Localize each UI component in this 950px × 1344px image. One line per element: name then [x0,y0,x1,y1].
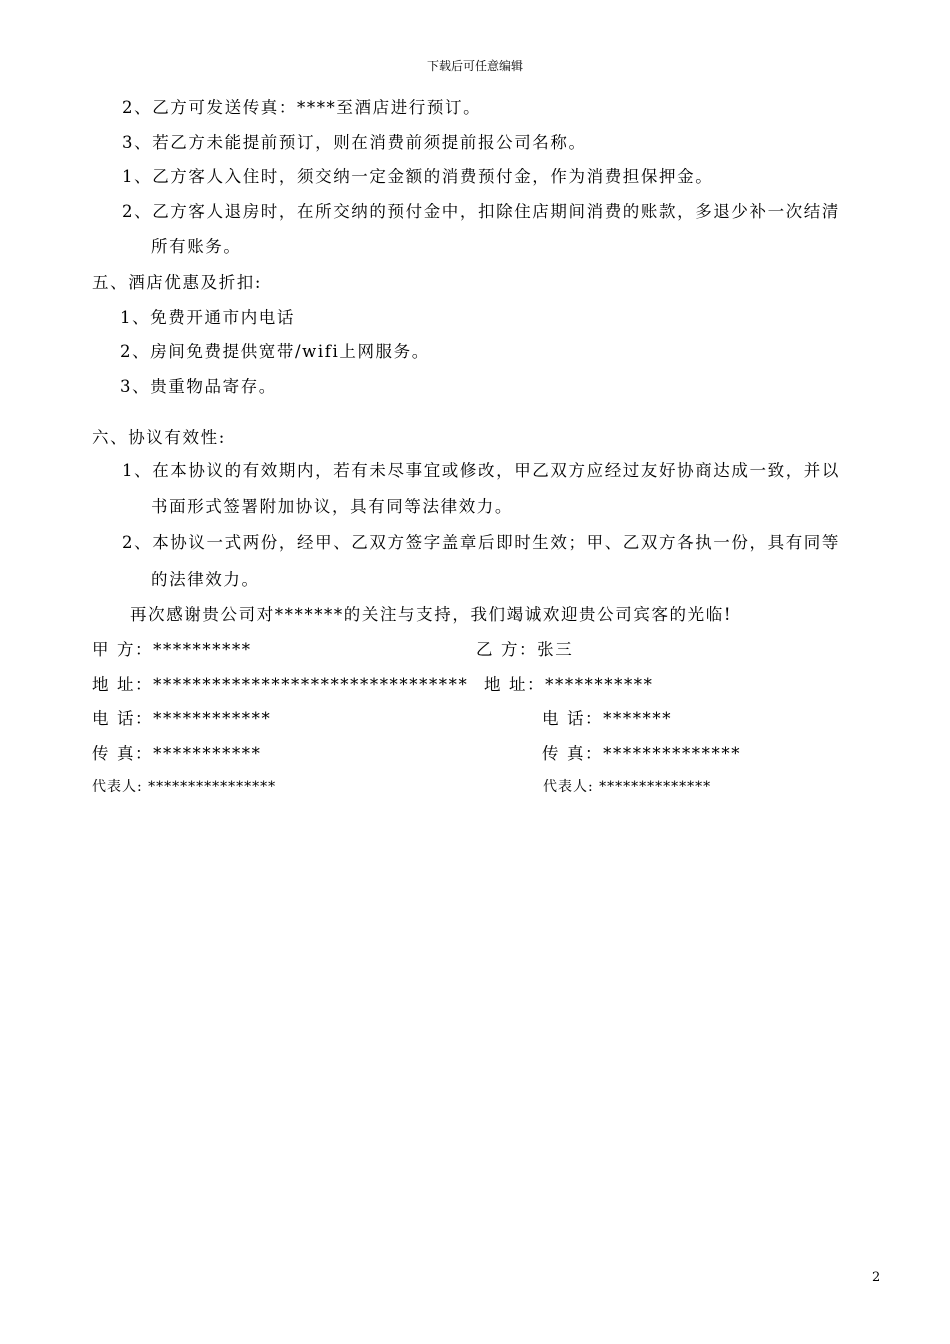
thanks-line: 再次感谢贵公司对*******的关注与支持，我们竭诚欢迎贵公司宾客的光临! [130,605,733,624]
section5-item-3: 3、贵重物品寄存。 [120,377,277,396]
party-a-phone: 电 话：************ [92,709,272,728]
party-b-representative: 代表人: ************** [543,779,712,795]
section5-item-2: 2、房间免费提供宽带/wifi上网服务。 [120,342,430,361]
clause-checkout-cont: 所有账务。 [151,237,242,256]
section6-item-1: 1、在本协议的有效期内，若有未尽事宜或修改，甲乙双方应经过友好协商达成一致，并以 [122,461,840,480]
party-b-address: 地 址：*********** [484,675,654,694]
section5-title: 五、酒店优惠及折扣: [92,273,263,292]
section6-item-2-cont: 的法律效力。 [151,570,260,589]
party-b-fax: 传 真：************** [542,744,742,763]
section5-item-1: 1、免费开通市内电话 [120,308,295,327]
clause-checkout: 2、乙方客人退房时，在所交纳的预付金中，扣除住店期间消费的账款，多退少补一次结清 [122,202,840,221]
clause-report-company: 3、若乙方未能提前预订，则在消费前须提前报公司名称。 [122,133,587,152]
party-a-representative: 代表人: **************** [92,779,277,795]
page-number: 2 [872,1270,881,1285]
clause-fax-booking: 2、乙方可发送传真：****至酒店进行预订。 [122,98,482,117]
section6-item-2: 2、本协议一式两份，经甲、乙双方签字盖章后即时生效；甲、乙双方各执一份，具有同等 [122,533,840,552]
party-b-name: 乙 方：张三 [476,640,574,659]
party-a-name: 甲 方：********** [92,640,252,659]
section6-item-1-cont: 书面形式签署附加协议，具有同等法律效力。 [151,497,513,516]
party-b-phone: 电 话：******* [542,709,673,728]
party-a-address: 地 址：******************************** [92,675,469,694]
section6-title: 六、协议有效性: [92,428,226,447]
party-a-fax: 传 真：*********** [92,744,262,763]
page-header: 下载后可任意编辑 [426,59,523,73]
clause-deposit: 1、乙方客人入住时，须交纳一定金额的消费预付金，作为消费担保押金。 [122,167,714,186]
